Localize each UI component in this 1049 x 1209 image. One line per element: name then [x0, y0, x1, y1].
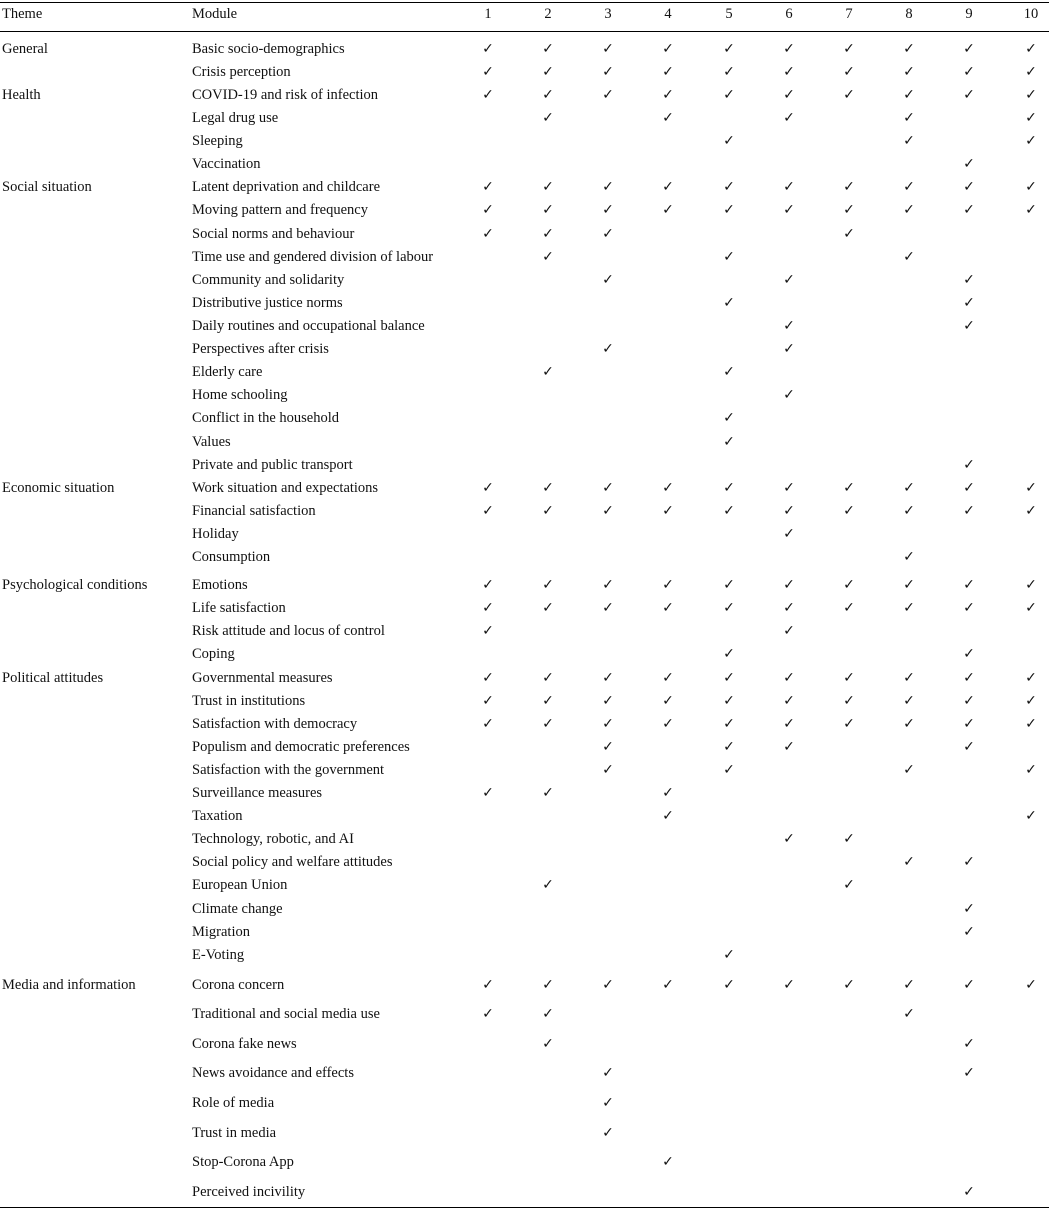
module-label: Surveillance measures — [192, 785, 323, 801]
check-mark-icon: ✓ — [963, 202, 975, 218]
check-mark-icon: ✓ — [783, 739, 795, 755]
check-mark-icon: ✓ — [963, 457, 975, 473]
module-label: Latent deprivation and childcare — [192, 179, 381, 195]
check-mark-icon: ✓ — [602, 577, 614, 593]
column-header-4: 4 — [664, 6, 672, 22]
check-mark-icon: ✓ — [843, 977, 855, 993]
check-mark-icon: ✓ — [903, 693, 915, 709]
check-mark-icon: ✓ — [542, 364, 554, 380]
check-mark-icon: ✓ — [843, 716, 855, 732]
module-label: COVID-19 and risk of infection — [192, 87, 379, 103]
module-label: Corona fake news — [192, 1036, 297, 1052]
module-label: Taxation — [192, 808, 243, 824]
module-label: Time use and gendered division of labour — [192, 249, 434, 265]
module-label: Home schooling — [192, 387, 288, 403]
check-mark-icon: ✓ — [542, 600, 554, 616]
module-label: Traditional and social media use — [192, 1006, 380, 1022]
module-label: Trust in media — [192, 1125, 277, 1141]
check-mark-icon: ✓ — [482, 1006, 494, 1022]
check-mark-icon: ✓ — [662, 1154, 674, 1170]
theme-label: General — [2, 41, 48, 57]
theme-column-header: Theme — [2, 6, 43, 22]
check-mark-icon: ✓ — [963, 600, 975, 616]
module-label: Emotions — [192, 577, 248, 593]
check-mark-icon: ✓ — [602, 716, 614, 732]
check-mark-icon: ✓ — [723, 410, 735, 426]
check-mark-icon: ✓ — [542, 693, 554, 709]
check-mark-icon: ✓ — [903, 41, 915, 57]
check-mark-icon: ✓ — [903, 249, 915, 265]
check-mark-icon: ✓ — [723, 600, 735, 616]
check-mark-icon: ✓ — [783, 272, 795, 288]
check-mark-icon: ✓ — [963, 318, 975, 334]
check-mark-icon: ✓ — [662, 670, 674, 686]
check-mark-icon: ✓ — [542, 202, 554, 218]
check-mark-icon: ✓ — [963, 693, 975, 709]
check-mark-icon: ✓ — [903, 179, 915, 195]
check-mark-icon: ✓ — [602, 693, 614, 709]
check-mark-icon: ✓ — [903, 480, 915, 496]
module-label: Distributive justice norms — [192, 295, 343, 311]
check-mark-icon: ✓ — [662, 693, 674, 709]
module-label: Daily routines and occupational balance — [192, 318, 425, 334]
check-mark-icon: ✓ — [723, 249, 735, 265]
check-mark-icon: ✓ — [843, 202, 855, 218]
theme-label: Economic situation — [2, 480, 115, 496]
check-mark-icon: ✓ — [662, 577, 674, 593]
check-mark-icon: ✓ — [1025, 808, 1037, 824]
check-mark-icon: ✓ — [1025, 600, 1037, 616]
check-mark-icon: ✓ — [783, 110, 795, 126]
check-mark-icon: ✓ — [783, 577, 795, 593]
module-label: Elderly care — [192, 364, 263, 380]
check-mark-icon: ✓ — [1025, 41, 1037, 57]
check-mark-icon: ✓ — [843, 87, 855, 103]
theme-label: Media and information — [2, 977, 136, 993]
theme-label: Political attitudes — [2, 670, 104, 686]
module-label: Perceived incivility — [192, 1184, 306, 1200]
check-mark-icon: ✓ — [783, 202, 795, 218]
check-mark-icon: ✓ — [482, 41, 494, 57]
check-mark-icon: ✓ — [602, 341, 614, 357]
check-mark-icon: ✓ — [903, 133, 915, 149]
check-mark-icon: ✓ — [843, 693, 855, 709]
check-mark-icon: ✓ — [783, 64, 795, 80]
check-mark-icon: ✓ — [602, 64, 614, 80]
check-mark-icon: ✓ — [903, 64, 915, 80]
module-label: Vaccination — [192, 156, 261, 172]
module-label: Holiday — [192, 526, 239, 542]
check-mark-icon: ✓ — [903, 549, 915, 565]
module-label: Stop-Corona App — [192, 1154, 294, 1170]
check-mark-icon: ✓ — [482, 179, 494, 195]
check-mark-icon: ✓ — [963, 854, 975, 870]
check-mark-icon: ✓ — [662, 87, 674, 103]
module-label: Financial satisfaction — [192, 503, 316, 519]
check-mark-icon: ✓ — [903, 854, 915, 870]
column-header-2: 2 — [544, 6, 552, 22]
check-mark-icon: ✓ — [662, 808, 674, 824]
check-mark-icon: ✓ — [963, 1184, 975, 1200]
module-label: Basic socio-demographics — [192, 41, 345, 57]
check-mark-icon: ✓ — [963, 272, 975, 288]
check-mark-icon: ✓ — [783, 179, 795, 195]
check-mark-icon: ✓ — [903, 600, 915, 616]
column-header-10: 10 — [1023, 6, 1039, 22]
check-mark-icon: ✓ — [542, 179, 554, 195]
check-mark-icon: ✓ — [903, 762, 915, 778]
check-mark-icon: ✓ — [843, 577, 855, 593]
check-mark-icon: ✓ — [723, 646, 735, 662]
check-mark-icon: ✓ — [542, 977, 554, 993]
check-mark-icon: ✓ — [963, 716, 975, 732]
check-mark-icon: ✓ — [662, 480, 674, 496]
check-mark-icon: ✓ — [482, 785, 494, 801]
check-mark-icon: ✓ — [1025, 110, 1037, 126]
check-mark-icon: ✓ — [482, 64, 494, 80]
check-mark-icon: ✓ — [723, 179, 735, 195]
check-mark-icon: ✓ — [783, 318, 795, 334]
check-mark-icon: ✓ — [482, 226, 494, 242]
check-mark-icon: ✓ — [903, 110, 915, 126]
module-label: Perspectives after crisis — [192, 341, 329, 357]
top-rule — [0, 2, 1049, 3]
check-mark-icon: ✓ — [662, 716, 674, 732]
check-mark-icon: ✓ — [602, 1065, 614, 1081]
check-mark-icon: ✓ — [843, 670, 855, 686]
check-mark-icon: ✓ — [542, 877, 554, 893]
check-mark-icon: ✓ — [963, 179, 975, 195]
theme-label: Health — [2, 87, 41, 103]
module-label: Role of media — [192, 1095, 275, 1111]
check-mark-icon: ✓ — [1025, 480, 1037, 496]
check-mark-icon: ✓ — [542, 503, 554, 519]
check-mark-icon: ✓ — [482, 600, 494, 616]
check-mark-icon: ✓ — [723, 977, 735, 993]
check-mark-icon: ✓ — [783, 41, 795, 57]
check-mark-icon: ✓ — [963, 156, 975, 172]
module-label: Values — [192, 434, 231, 450]
check-mark-icon: ✓ — [602, 762, 614, 778]
check-mark-icon: ✓ — [843, 600, 855, 616]
column-header-1: 1 — [484, 6, 492, 22]
module-label: Satisfaction with democracy — [192, 716, 358, 732]
check-mark-icon: ✓ — [662, 977, 674, 993]
check-mark-icon: ✓ — [662, 64, 674, 80]
check-mark-icon: ✓ — [542, 226, 554, 242]
check-mark-icon: ✓ — [482, 480, 494, 496]
check-mark-icon: ✓ — [723, 480, 735, 496]
check-mark-icon: ✓ — [1025, 693, 1037, 709]
check-mark-icon: ✓ — [783, 526, 795, 542]
bottom-rule — [0, 1207, 1049, 1208]
check-mark-icon: ✓ — [963, 901, 975, 917]
check-mark-icon: ✓ — [843, 480, 855, 496]
check-mark-icon: ✓ — [723, 64, 735, 80]
check-mark-icon: ✓ — [903, 670, 915, 686]
check-mark-icon: ✓ — [602, 480, 614, 496]
check-mark-icon: ✓ — [723, 739, 735, 755]
check-mark-icon: ✓ — [723, 503, 735, 519]
check-mark-icon: ✓ — [1025, 977, 1037, 993]
check-mark-icon: ✓ — [1025, 670, 1037, 686]
check-mark-icon: ✓ — [843, 179, 855, 195]
check-mark-icon: ✓ — [783, 831, 795, 847]
check-mark-icon: ✓ — [542, 64, 554, 80]
check-mark-icon: ✓ — [963, 577, 975, 593]
module-label: Conflict in the household — [192, 410, 339, 426]
check-mark-icon: ✓ — [482, 693, 494, 709]
check-mark-icon: ✓ — [903, 577, 915, 593]
check-mark-icon: ✓ — [963, 64, 975, 80]
module-label: Risk attitude and locus of control — [192, 623, 385, 639]
check-mark-icon: ✓ — [602, 272, 614, 288]
check-mark-icon: ✓ — [783, 503, 795, 519]
check-mark-icon: ✓ — [903, 716, 915, 732]
module-label: Governmental measures — [192, 670, 333, 686]
check-mark-icon: ✓ — [783, 977, 795, 993]
check-mark-icon: ✓ — [903, 1006, 915, 1022]
module-label: Corona concern — [192, 977, 285, 993]
check-mark-icon: ✓ — [903, 503, 915, 519]
check-mark-icon: ✓ — [542, 785, 554, 801]
column-header-7: 7 — [845, 6, 853, 22]
check-mark-icon: ✓ — [542, 577, 554, 593]
module-label: Social policy and welfare attitudes — [192, 854, 393, 870]
check-mark-icon: ✓ — [783, 623, 795, 639]
check-mark-icon: ✓ — [482, 623, 494, 639]
check-mark-icon: ✓ — [542, 480, 554, 496]
check-mark-icon: ✓ — [843, 226, 855, 242]
check-mark-icon: ✓ — [723, 295, 735, 311]
check-mark-icon: ✓ — [542, 716, 554, 732]
check-mark-icon: ✓ — [1025, 503, 1037, 519]
check-mark-icon: ✓ — [482, 503, 494, 519]
check-mark-icon: ✓ — [963, 503, 975, 519]
check-mark-icon: ✓ — [723, 947, 735, 963]
check-mark-icon: ✓ — [602, 503, 614, 519]
check-mark-icon: ✓ — [482, 577, 494, 593]
check-mark-icon: ✓ — [783, 480, 795, 496]
check-mark-icon: ✓ — [783, 87, 795, 103]
check-mark-icon: ✓ — [1025, 133, 1037, 149]
check-mark-icon: ✓ — [783, 341, 795, 357]
check-mark-icon: ✓ — [783, 716, 795, 732]
module-label: Sleeping — [192, 133, 243, 149]
module-column-header: Module — [192, 6, 238, 22]
check-mark-icon: ✓ — [602, 1125, 614, 1141]
check-mark-icon: ✓ — [783, 387, 795, 403]
check-mark-icon: ✓ — [963, 977, 975, 993]
check-mark-icon: ✓ — [542, 249, 554, 265]
check-mark-icon: ✓ — [963, 670, 975, 686]
check-mark-icon: ✓ — [662, 503, 674, 519]
check-mark-icon: ✓ — [662, 600, 674, 616]
module-label: Technology, robotic, and AI — [192, 831, 354, 847]
check-mark-icon: ✓ — [1025, 762, 1037, 778]
column-header-3: 3 — [604, 6, 612, 22]
check-mark-icon: ✓ — [602, 87, 614, 103]
check-mark-icon: ✓ — [542, 1006, 554, 1022]
check-mark-icon: ✓ — [1025, 716, 1037, 732]
column-header-5: 5 — [725, 6, 733, 22]
check-mark-icon: ✓ — [903, 202, 915, 218]
module-label: Climate change — [192, 901, 283, 917]
header-rule — [0, 31, 1049, 32]
check-mark-icon: ✓ — [843, 41, 855, 57]
check-mark-icon: ✓ — [723, 670, 735, 686]
check-mark-icon: ✓ — [963, 924, 975, 940]
check-mark-icon: ✓ — [542, 1036, 554, 1052]
check-mark-icon: ✓ — [662, 41, 674, 57]
check-mark-icon: ✓ — [843, 503, 855, 519]
check-mark-icon: ✓ — [542, 87, 554, 103]
module-label: Crisis perception — [192, 64, 291, 80]
check-mark-icon: ✓ — [602, 226, 614, 242]
check-mark-icon: ✓ — [602, 670, 614, 686]
check-mark-icon: ✓ — [542, 670, 554, 686]
check-mark-icon: ✓ — [723, 41, 735, 57]
check-mark-icon: ✓ — [843, 64, 855, 80]
check-mark-icon: ✓ — [963, 295, 975, 311]
column-header-9: 9 — [965, 6, 973, 22]
check-mark-icon: ✓ — [903, 87, 915, 103]
check-mark-icon: ✓ — [783, 600, 795, 616]
check-mark-icon: ✓ — [662, 179, 674, 195]
module-label: Life satisfaction — [192, 600, 286, 616]
check-mark-icon: ✓ — [602, 41, 614, 57]
module-label: E-Voting — [192, 947, 245, 963]
check-mark-icon: ✓ — [542, 110, 554, 126]
check-mark-icon: ✓ — [963, 87, 975, 103]
check-mark-icon: ✓ — [482, 977, 494, 993]
module-label: Private and public transport — [192, 457, 353, 473]
theme-label: Social situation — [2, 179, 92, 195]
module-label: Coping — [192, 646, 235, 662]
check-mark-icon: ✓ — [1025, 577, 1037, 593]
check-mark-icon: ✓ — [843, 877, 855, 893]
check-mark-icon: ✓ — [963, 41, 975, 57]
column-header-6: 6 — [785, 6, 793, 22]
check-mark-icon: ✓ — [723, 87, 735, 103]
module-label: News avoidance and effects — [192, 1065, 354, 1081]
check-mark-icon: ✓ — [1025, 202, 1037, 218]
check-mark-icon: ✓ — [963, 1065, 975, 1081]
check-mark-icon: ✓ — [602, 202, 614, 218]
check-mark-icon: ✓ — [662, 202, 674, 218]
check-mark-icon: ✓ — [482, 670, 494, 686]
module-label: Trust in institutions — [192, 693, 306, 709]
check-mark-icon: ✓ — [783, 670, 795, 686]
check-mark-icon: ✓ — [963, 739, 975, 755]
module-label: Populism and democratic preferences — [192, 739, 410, 755]
check-mark-icon: ✓ — [723, 577, 735, 593]
check-mark-icon: ✓ — [723, 434, 735, 450]
check-mark-icon: ✓ — [1025, 179, 1037, 195]
check-mark-icon: ✓ — [723, 693, 735, 709]
check-mark-icon: ✓ — [602, 600, 614, 616]
check-mark-icon: ✓ — [843, 831, 855, 847]
check-mark-icon: ✓ — [602, 1095, 614, 1111]
module-label: Moving pattern and frequency — [192, 202, 368, 218]
check-mark-icon: ✓ — [963, 1036, 975, 1052]
check-mark-icon: ✓ — [602, 179, 614, 195]
check-mark-icon: ✓ — [1025, 87, 1037, 103]
check-mark-icon: ✓ — [482, 202, 494, 218]
check-mark-icon: ✓ — [542, 41, 554, 57]
check-mark-icon: ✓ — [602, 977, 614, 993]
module-label: Legal drug use — [192, 110, 279, 126]
check-mark-icon: ✓ — [783, 693, 795, 709]
module-label: Community and solidarity — [192, 272, 345, 288]
check-mark-icon: ✓ — [903, 977, 915, 993]
module-label: Social norms and behaviour — [192, 226, 355, 242]
module-label: Satisfaction with the government — [192, 762, 385, 778]
column-header-8: 8 — [905, 6, 913, 22]
check-mark-icon: ✓ — [723, 716, 735, 732]
check-mark-icon: ✓ — [963, 480, 975, 496]
module-label: Migration — [192, 924, 250, 940]
check-mark-icon: ✓ — [662, 785, 674, 801]
check-mark-icon: ✓ — [482, 87, 494, 103]
module-label: Consumption — [192, 549, 271, 565]
check-mark-icon: ✓ — [963, 646, 975, 662]
module-label: Work situation and expectations — [192, 480, 379, 496]
check-mark-icon: ✓ — [723, 202, 735, 218]
check-mark-icon: ✓ — [723, 364, 735, 380]
check-mark-icon: ✓ — [602, 739, 614, 755]
check-mark-icon: ✓ — [662, 110, 674, 126]
check-mark-icon: ✓ — [723, 133, 735, 149]
check-mark-icon: ✓ — [482, 716, 494, 732]
module-label: European Union — [192, 877, 288, 893]
check-mark-icon: ✓ — [723, 762, 735, 778]
check-mark-icon: ✓ — [1025, 64, 1037, 80]
theme-label: Psychological conditions — [2, 577, 148, 593]
